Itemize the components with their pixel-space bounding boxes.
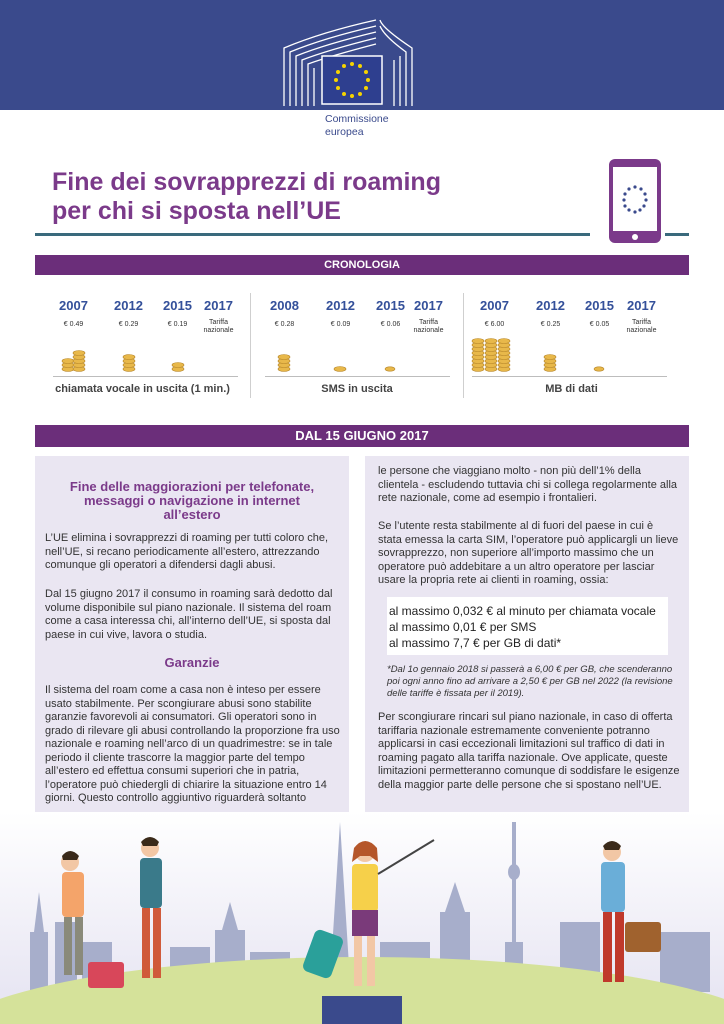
right-paragraph-3: Per scongiurare rincari sul piano nazionale, in caso di offerta tariffaria nazionale estremamente conveniente potranno applicarsi in casi eccezionali limitazioni sul traffico di dati in roaming pagato alla tariffa nazionale. Ove applicate, queste limitazioni permetteranno comunque di soddisfare le esigenze della maggior parte delle persone che si spostano nell’UE. <box>378 711 680 791</box>
year-label: 2007 <box>480 298 509 313</box>
year-label: 2017 <box>414 298 443 313</box>
timeline-group-sms <box>251 275 463 418</box>
price-label: Tariffa nazionale <box>203 319 234 334</box>
year-label: 2012 <box>326 298 355 313</box>
price-label: € 0.49 <box>63 321 84 328</box>
price-label: € 0.28 <box>274 321 295 328</box>
price-label: € 0.06 <box>380 321 401 328</box>
left-paragraph-3: Il sistema del roam come a casa non è inteso per essere usato stabilmente. Per scongiurare abusi sono stabilite garanzie favorevoli ai consumatori. Gli operatori sono in grado di rilevare gli abusi controllando la proporzione fra uso nazionale e roaming nell’arco di un quadrimestre: se in tale periodo il cliente trascorre la maggior parte del tempo all’estero ed effettua consumi superiori che in patria, l’operatore può chiedergli di chiarire la situazione entro 14 giorni. Questo controllo aggiuntivo riguarderà soltanto <box>45 684 340 804</box>
page-title <box>52 168 572 226</box>
price-label: € 0.09 <box>330 321 351 328</box>
left-heading-line: messaggi o navigazione in internet <box>84 493 300 508</box>
max-rates-box <box>387 597 668 655</box>
right-paragraph-2: Se l’utente resta stabilmente al di fuori del paese in cui è stata emessa la carta SIM, l’operatore può applicargli un lieve sovrapprezzo, non superiore all’importo massimo che un operatore può addebitare a un altro operatore per lasciar usare la propria rete ai clienti in roaming, ossia: <box>378 520 679 586</box>
year-label: 2008 <box>270 298 299 313</box>
timeline <box>35 275 689 418</box>
price-label: € 0.19 <box>167 321 188 328</box>
timeline-group-calls <box>35 275 250 418</box>
logo-line-1: Commissione <box>325 113 389 125</box>
price-label: € 0.05 <box>589 321 610 328</box>
year-label: 2012 <box>114 298 143 313</box>
left-heading-line: Fine delle maggiorazioni per telefonate, <box>69 479 315 494</box>
title-line-2: per chi si sposta nell’UE <box>52 197 341 225</box>
left-paragraph-1: L’UE elimina i sovrapprezzi di roaming per tutti coloro che, nell’UE, si recano periodicamente all’estero, attrezzando comunque gli operatori a difendersi dagli abusi. <box>45 532 329 571</box>
title-rule <box>35 233 590 236</box>
group-label: chiamata vocale in uscita (1 min.) <box>55 383 230 395</box>
max-rate-sms: al massimo 0,01 € per SMS <box>389 620 537 634</box>
price-label: € 6.00 <box>484 321 505 328</box>
cronologia-heading: CRONOLOGIA <box>35 255 689 275</box>
group-label: SMS in uscita <box>321 383 393 395</box>
year-label: 2017 <box>204 298 233 313</box>
year-label: 2017 <box>627 298 656 313</box>
group-label: MB di dati <box>545 383 598 395</box>
left-paragraph-2: Dal 15 giugno 2017 il consumo in roaming sarà dedotto dal volume disponibile sul piano nazionale. Il sistema del roam come a casa interessa chi, all’interno dell’UE, si sposta dal paese in cui vive, lavora o studia. <box>45 588 333 641</box>
price-label: € 0.25 <box>540 321 561 328</box>
year-label: 2015 <box>585 298 614 313</box>
right-paragraph-1: le persone che viaggiano molto - non più dell’1% della clientela - escludendo tuttavia chi si collega regolarmente alla rete nazionale, come ad esempio i frontalieri. <box>378 465 678 504</box>
timeline-rule <box>265 376 450 377</box>
coin-stacks-calls <box>57 347 237 373</box>
price-label: € 0.29 <box>118 321 139 328</box>
column-gap <box>349 456 365 812</box>
max-rate-call: al massimo 0,032 € al minuto per chiamata vocale <box>389 604 656 618</box>
smartphone-eu-icon <box>608 158 662 244</box>
timeline-rule <box>472 376 667 377</box>
coin-stacks-data <box>470 333 660 373</box>
title-rule-end <box>665 233 689 236</box>
left-heading-line: all’estero <box>163 507 221 522</box>
timeline-rule <box>53 376 238 377</box>
bottom-bar <box>322 996 402 1024</box>
max-rate-data: al massimo 7,7 € per GB di dati* <box>389 636 562 650</box>
title-line-1: Fine dei sovrapprezzi di roaming <box>52 168 441 196</box>
european-commission-logo <box>282 18 414 110</box>
dal-heading: DAL 15 GIUGNO 2017 <box>35 425 689 447</box>
logo-text <box>325 113 389 139</box>
travel-illustration <box>0 812 724 1024</box>
footnote: *Dal 1o gennaio 2018 si passerà a 6,00 € per GB, che scenderanno poi ogni anno fino ad arrivare a 2,50 € per GB nel 2022 (la revisione delle tariffe è fissata per il 2019). <box>387 664 673 699</box>
timeline-group-data <box>464 275 689 418</box>
price-label: Tariffa nazionale <box>413 319 444 334</box>
year-label: 2015 <box>163 298 192 313</box>
left-heading <box>45 480 339 522</box>
garanzie-heading: Garanzie <box>164 655 220 670</box>
year-label: 2007 <box>59 298 88 313</box>
price-label: Tariffa nazionale <box>626 319 657 334</box>
year-label: 2015 <box>376 298 405 313</box>
logo-line-2: europea <box>325 126 364 138</box>
coin-stacks-sms <box>269 347 449 373</box>
year-label: 2012 <box>536 298 565 313</box>
